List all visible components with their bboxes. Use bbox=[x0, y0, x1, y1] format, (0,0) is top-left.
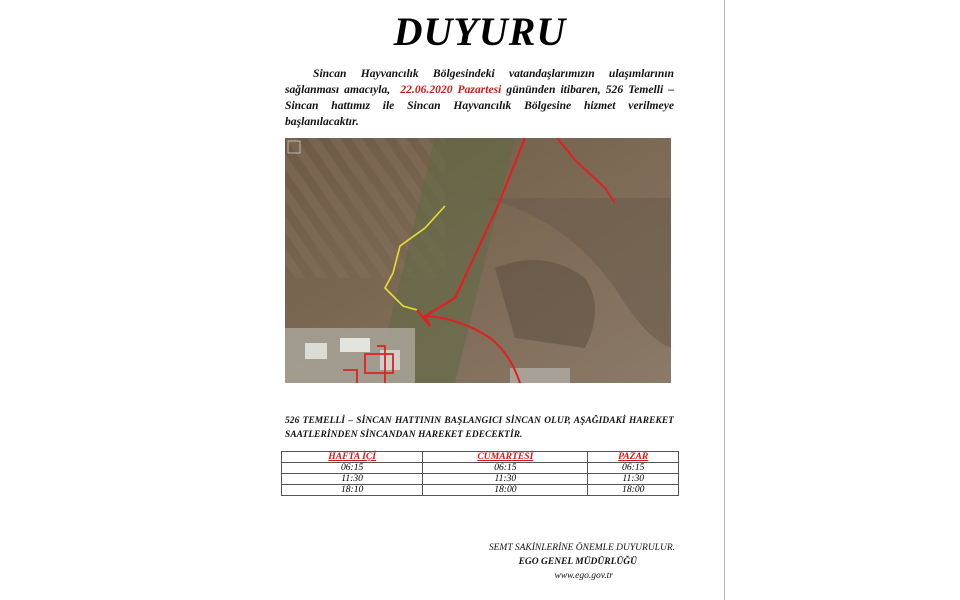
intro-text: Sincan Hayvancılık Bölgesindeki vatandaşlarımızın ulaşımlarının sağlanması amacıyla, bbox=[285, 67, 674, 96]
table-cell: 11:30 bbox=[588, 474, 679, 485]
table-cell: 18:00 bbox=[588, 485, 679, 496]
footer-organization: EGO GENEL MÜDÜRLÜĞÜ bbox=[518, 557, 637, 567]
table-cell: 18:00 bbox=[423, 485, 588, 496]
header-weekday: HAFTA İÇİ bbox=[282, 452, 423, 463]
table-cell: 06:15 bbox=[423, 463, 588, 474]
table-cell: 18:10 bbox=[282, 485, 423, 496]
footer-website: www.ego.gov.tr bbox=[554, 571, 613, 581]
header-sunday: PAZAR bbox=[588, 452, 679, 463]
table-row bbox=[282, 474, 679, 485]
route-map-image bbox=[285, 138, 671, 383]
table-cell: 06:15 bbox=[282, 463, 423, 474]
table-cell: 11:30 bbox=[423, 474, 588, 485]
schedule-table bbox=[281, 451, 679, 496]
table-cell: 11:30 bbox=[282, 474, 423, 485]
satellite-map bbox=[285, 138, 671, 383]
intro-paragraph bbox=[285, 66, 674, 130]
table-row bbox=[282, 485, 679, 496]
table-row bbox=[282, 463, 679, 474]
departure-note: 526 TEMELLİ – SİNCAN HATTININ BAŞLANGICI SİNCAN OLUP, AŞAĞIDAKİ HAREKET SAATLERİNDEN SİNCANDAN HAREKET EDECEKTİR. bbox=[285, 416, 674, 440]
page-title: DUYURU bbox=[393, 9, 567, 54]
schedule-header-row bbox=[282, 452, 679, 463]
footer-notice: SEMT SAKİNLERİNE ÖNEMLE DUYURULUR. bbox=[488, 543, 675, 553]
header-saturday: CUMARTESİ bbox=[423, 452, 588, 463]
table-cell: 06:15 bbox=[588, 463, 679, 474]
start-date: 22.06.2020 Pazartesi bbox=[400, 83, 502, 96]
page-edge bbox=[724, 0, 725, 600]
intro-text-cont: gününden itibaren, 526 Temelli – Sincan hattımız ile Sincan Hayvancılık Bölgesine hizmet verilmeye başlanılacaktır. bbox=[285, 83, 675, 128]
